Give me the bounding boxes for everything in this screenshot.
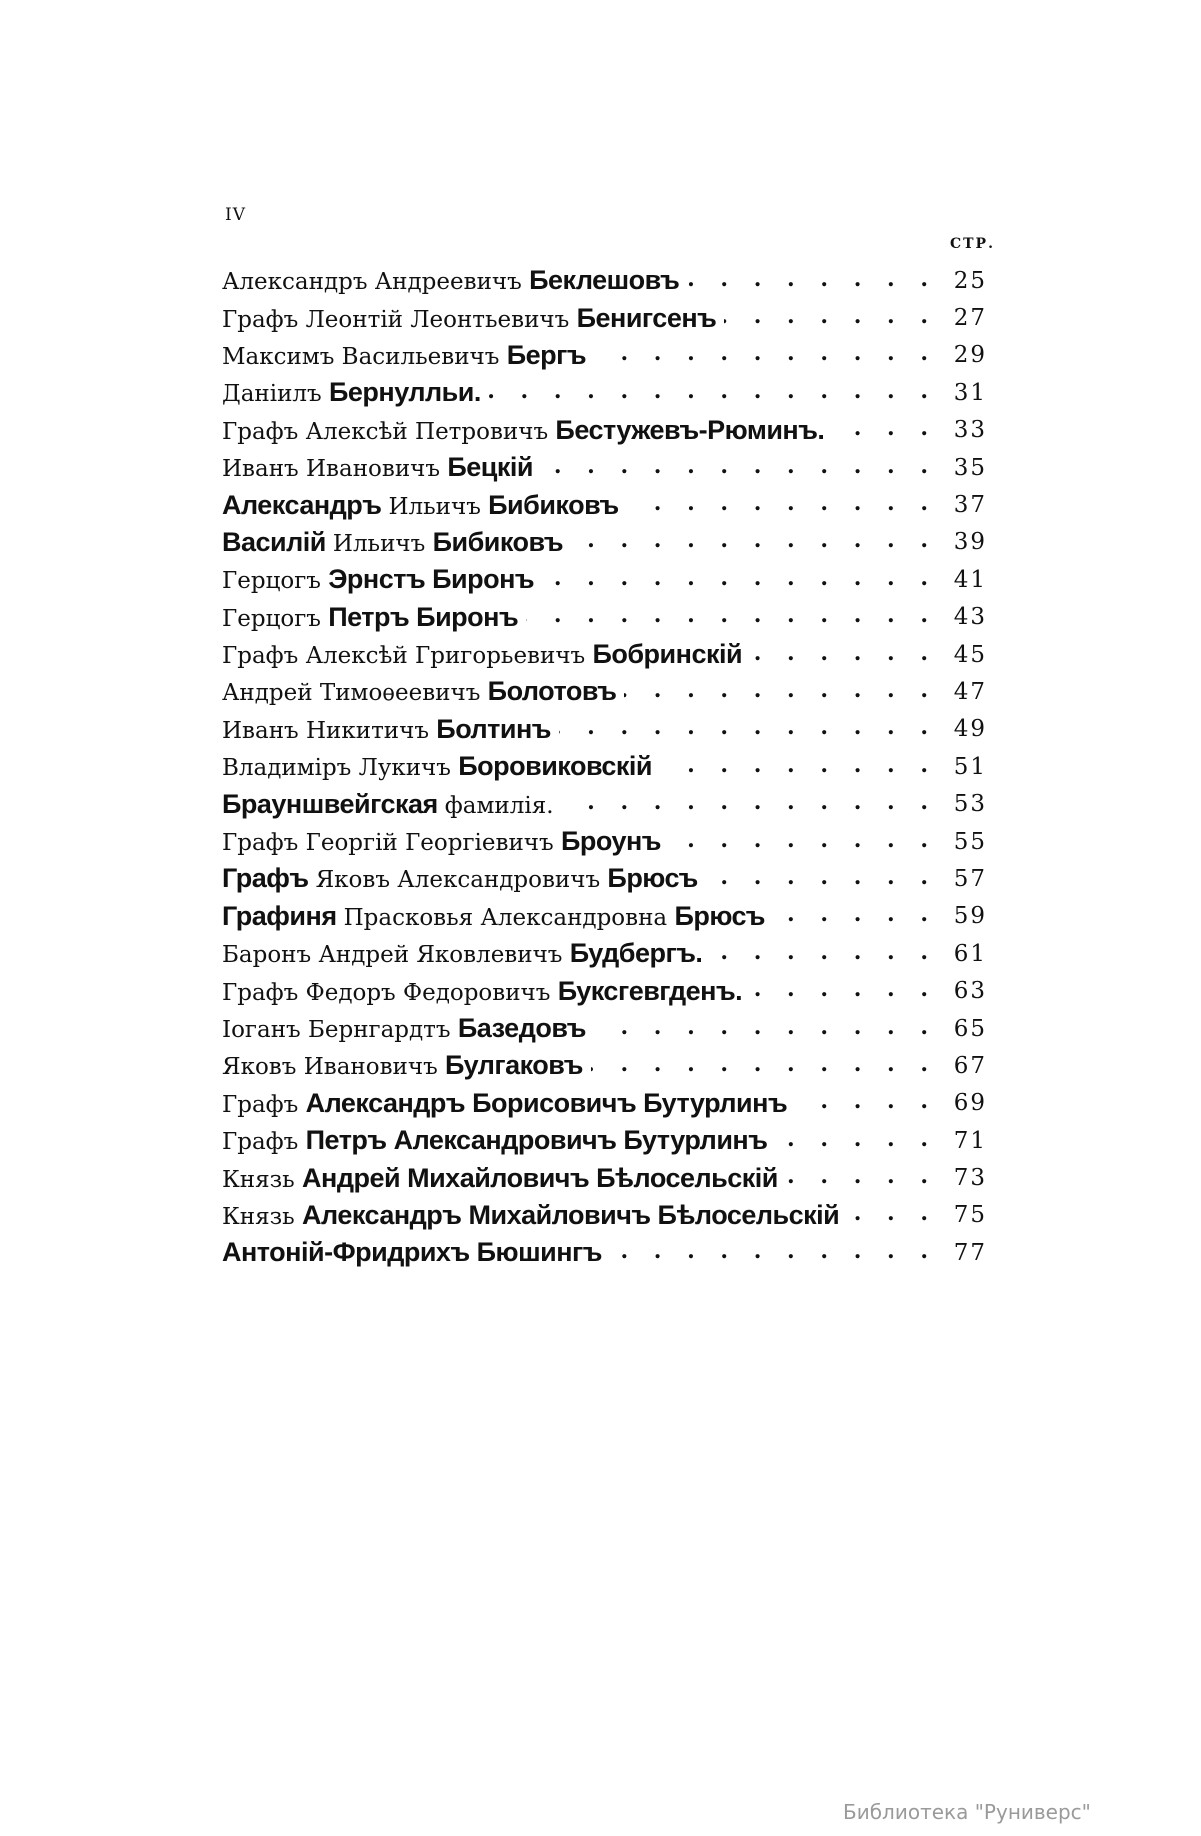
toc-entry-surname: Болотовъ bbox=[487, 676, 617, 707]
dot-leader bbox=[669, 827, 937, 857]
dot-leader bbox=[710, 939, 937, 969]
toc-entry-surname: Боровиковскій bbox=[458, 751, 653, 782]
toc-entry bbox=[222, 599, 987, 636]
toc-entry-surname: Эрнстъ Биронъ bbox=[328, 564, 535, 595]
toc-entry-page: 47 bbox=[953, 678, 987, 705]
dot-leader bbox=[773, 901, 937, 931]
toc-entry-surname: Графъ bbox=[222, 863, 316, 894]
toc-entry-surname: Графиня bbox=[222, 900, 344, 931]
toc-entry-surname: Бецкій bbox=[447, 452, 533, 483]
toc-entry-name-part: Максимъ Васильевичъ bbox=[222, 343, 507, 370]
dot-leader bbox=[795, 1088, 937, 1118]
toc-entry-page: 69 bbox=[953, 1090, 987, 1117]
toc-entry bbox=[222, 1159, 987, 1196]
toc-entry-surname: Бобринскій bbox=[592, 639, 743, 670]
toc-entry-page: 61 bbox=[953, 940, 987, 967]
toc-entry-surname: Брауншвейгская bbox=[222, 788, 445, 819]
toc-entry bbox=[222, 1047, 987, 1084]
toc-entry-name-part: Графъ Алексѣй Петровичъ bbox=[222, 418, 556, 445]
toc-entry-title bbox=[222, 639, 742, 670]
dot-leader bbox=[706, 864, 937, 894]
toc-entry-name-part: Ильичъ bbox=[388, 493, 489, 520]
toc-entry-page: 29 bbox=[953, 342, 987, 369]
toc-entry-name-part: Баронъ Андрей Яковлевичъ bbox=[222, 942, 570, 969]
dot-leader bbox=[526, 602, 937, 632]
toc-entry-page: 43 bbox=[953, 604, 987, 631]
toc-entry-name-part: Графъ Леонтій Леонтьевичъ bbox=[222, 306, 577, 333]
dot-leader bbox=[594, 340, 937, 370]
toc-entry bbox=[222, 898, 987, 935]
toc-entry-title bbox=[222, 976, 742, 1007]
toc-entry-title bbox=[222, 863, 698, 894]
toc-entry-title bbox=[222, 1237, 602, 1268]
toc-entry-name-part: Иванъ Ивановичъ bbox=[222, 456, 448, 483]
toc-entry-page: 39 bbox=[953, 529, 987, 556]
toc-entry-surname: Василій bbox=[222, 526, 333, 557]
toc-entry-name-part: Князь bbox=[222, 1203, 303, 1230]
toc-entry-name-part: Ильичъ bbox=[332, 530, 433, 557]
toc-entry-name-part: Графъ Федоръ Федоровичъ bbox=[222, 979, 558, 1006]
dot-leader bbox=[610, 1238, 937, 1268]
dot-leader bbox=[687, 266, 937, 296]
toc-entry-name-part: Графъ bbox=[222, 1129, 306, 1156]
toc-entry-title bbox=[222, 1088, 787, 1119]
toc-entry-page: 75 bbox=[953, 1202, 987, 1229]
toc-entry-name-part: Іоганъ Бернгардтъ bbox=[222, 1017, 458, 1043]
toc-entry-surname: Александръ Борисовичъ Бутурлинъ bbox=[305, 1087, 788, 1118]
toc-entry-page: 57 bbox=[953, 865, 987, 892]
toc-entry-surname: Болтинъ bbox=[436, 713, 551, 744]
toc-entry-title bbox=[222, 714, 551, 745]
toc-entry bbox=[222, 412, 987, 449]
toc-entry bbox=[222, 1197, 987, 1234]
toc-entry bbox=[222, 1085, 987, 1122]
dot-leader bbox=[786, 1163, 937, 1193]
toc-entry-page: 31 bbox=[953, 379, 987, 406]
toc-entry-page: 55 bbox=[953, 828, 987, 855]
toc-entry-title bbox=[222, 901, 765, 932]
toc-entry-surname: Александръ bbox=[222, 489, 389, 520]
toc-entry-surname: Брюсъ bbox=[674, 900, 765, 931]
toc-entry bbox=[222, 673, 987, 710]
toc-entry-surname: Броунъ bbox=[560, 826, 661, 857]
toc-entry-name-part: Яковъ Ивановичъ bbox=[222, 1054, 446, 1081]
dot-leader bbox=[489, 378, 937, 408]
toc-entry bbox=[222, 524, 987, 561]
toc-entry-name-part: Иванъ Никитичъ bbox=[222, 717, 437, 744]
toc-entry bbox=[222, 935, 987, 972]
toc-entry bbox=[222, 972, 987, 1009]
toc-entry bbox=[222, 1122, 987, 1159]
toc-entry-title bbox=[222, 1163, 778, 1194]
toc-entry-surname: Брюсъ bbox=[607, 863, 698, 894]
toc-entry-title bbox=[222, 415, 824, 446]
toc-entry-page: 53 bbox=[953, 791, 987, 818]
toc-entry-name-part: Яковъ Александровичъ bbox=[315, 867, 608, 894]
toc-entry-surname: Булгаковъ bbox=[445, 1050, 583, 1081]
toc-entry-name-part: Графъ Георгій Георгіевичъ bbox=[222, 830, 561, 857]
toc-entry-surname: Александръ Михайловичъ Бѣлосельскій bbox=[302, 1199, 840, 1230]
toc-entry-name-part: Прасковья Александровна bbox=[343, 904, 675, 931]
toc-entry-name-part: Герцогъ bbox=[222, 605, 329, 632]
toc-entry-name-part: Графъ bbox=[222, 1091, 306, 1118]
toc-entry bbox=[222, 1010, 987, 1047]
dot-leader bbox=[571, 527, 937, 557]
toc-entry-name-part: Владиміръ Лукичъ bbox=[222, 755, 459, 782]
toc-entry-page: 59 bbox=[953, 903, 987, 930]
toc-entry-title bbox=[222, 1013, 586, 1044]
toc-entry-surname: Бибиковъ bbox=[432, 526, 564, 557]
toc-entry-page: 71 bbox=[953, 1127, 987, 1154]
toc-entry-name-part: Андрей Тимоѳеевичъ bbox=[222, 680, 488, 707]
toc-entry-title bbox=[222, 751, 652, 782]
toc-entry-page: 67 bbox=[953, 1052, 987, 1079]
dot-leader bbox=[562, 789, 937, 819]
toc-entry-name-part: Герцогъ bbox=[222, 568, 329, 595]
library-watermark: Библиотека "Руниверс" bbox=[843, 1800, 1091, 1824]
toc-entry-title bbox=[222, 826, 661, 857]
toc-entry-page: 65 bbox=[953, 1015, 987, 1042]
toc-entry-title bbox=[222, 265, 679, 296]
toc-entry bbox=[222, 823, 987, 860]
dot-leader bbox=[624, 677, 937, 707]
toc-entry bbox=[222, 785, 987, 822]
toc-entry-surname: Бестужевъ-Рюминъ. bbox=[555, 414, 825, 445]
toc-entry-page: 49 bbox=[953, 716, 987, 743]
dot-leader bbox=[775, 1126, 937, 1156]
toc-entry-page: 63 bbox=[953, 978, 987, 1005]
toc-entry-title bbox=[222, 1050, 583, 1081]
toc-entry bbox=[222, 262, 987, 299]
dot-leader bbox=[724, 303, 937, 333]
toc-entry-page: 33 bbox=[953, 417, 987, 444]
toc-entry-surname: Бибиковъ bbox=[488, 489, 619, 520]
page-number: IV bbox=[225, 205, 246, 225]
toc-entry-page: 37 bbox=[953, 492, 987, 519]
toc-entry-name-part: фамилія. bbox=[444, 792, 554, 819]
toc-entry bbox=[222, 299, 987, 336]
toc-entry-page: 51 bbox=[953, 753, 987, 780]
toc-entry-title bbox=[222, 789, 554, 820]
toc-entry-title bbox=[222, 377, 481, 408]
toc-entry-title bbox=[222, 527, 563, 558]
page-column-label: СТР. bbox=[950, 236, 995, 252]
dot-leader bbox=[750, 640, 937, 670]
toc-entry-title bbox=[222, 1200, 839, 1231]
toc-entry-name-part: Александръ Андреевичъ bbox=[222, 269, 530, 296]
toc-entry-title bbox=[222, 938, 702, 969]
toc-entry-surname: Антоній-Фридрихъ bbox=[222, 1237, 477, 1268]
toc-entry-title bbox=[222, 340, 586, 371]
dot-leader bbox=[847, 1200, 937, 1230]
toc-entry-surname: Бернулльи. bbox=[328, 377, 481, 408]
toc-entry-surname: Петръ Биронъ bbox=[328, 601, 519, 632]
toc-entry-page: 73 bbox=[953, 1165, 987, 1192]
toc-entry-page: 35 bbox=[953, 454, 987, 481]
dot-leader bbox=[591, 1051, 937, 1081]
toc-entry-surname: Бюшингъ bbox=[476, 1237, 602, 1268]
toc-entry-title bbox=[222, 452, 533, 483]
dot-leader bbox=[541, 453, 937, 483]
toc-entry-surname: Андрей Михайловичъ Бѣлосельскій bbox=[302, 1162, 778, 1193]
dot-leader bbox=[627, 490, 937, 520]
dot-leader bbox=[559, 714, 937, 744]
toc-entry-title bbox=[222, 490, 619, 521]
toc-entry-title bbox=[222, 303, 716, 334]
toc-entry-page: 45 bbox=[953, 641, 987, 668]
toc-entry-title bbox=[222, 602, 518, 633]
toc-entry bbox=[222, 711, 987, 748]
toc-entry-surname: Петръ Александровичъ Бутурлинъ bbox=[305, 1125, 768, 1156]
toc-entry bbox=[222, 1234, 987, 1271]
toc-entry bbox=[222, 337, 987, 374]
toc-entry-title bbox=[222, 676, 616, 707]
table-of-contents bbox=[222, 262, 987, 1272]
toc-entry-surname: Беклешовъ bbox=[529, 265, 680, 296]
toc-entry bbox=[222, 748, 987, 785]
toc-entry-name-part: Даніилъ bbox=[222, 381, 329, 408]
dot-leader bbox=[594, 1014, 937, 1044]
toc-entry-page: 41 bbox=[953, 566, 987, 593]
toc-entry-surname: Будбергъ. bbox=[569, 938, 703, 969]
toc-entry bbox=[222, 561, 987, 598]
toc-entry-name-part: Графъ Алексѣй Григорьевичъ bbox=[222, 643, 593, 670]
toc-entry-page: 25 bbox=[953, 267, 987, 294]
toc-entry bbox=[222, 449, 987, 486]
toc-entry-name-part: Князь bbox=[222, 1166, 303, 1193]
toc-entry-title bbox=[222, 564, 534, 595]
dot-leader bbox=[832, 415, 937, 445]
toc-entry bbox=[222, 860, 987, 897]
dot-leader bbox=[660, 752, 937, 782]
toc-entry-page: 27 bbox=[953, 305, 987, 332]
dot-leader bbox=[750, 976, 937, 1006]
toc-entry-surname: Бергъ bbox=[506, 339, 587, 370]
toc-entry bbox=[222, 374, 987, 411]
dot-leader bbox=[542, 565, 937, 595]
toc-entry-surname: Буксгевгденъ. bbox=[557, 975, 743, 1006]
toc-entry bbox=[222, 636, 987, 673]
toc-entry bbox=[222, 486, 987, 523]
toc-entry-surname: Бенигсенъ bbox=[576, 302, 717, 333]
toc-entry-title bbox=[222, 1125, 767, 1156]
toc-entry-page: 77 bbox=[953, 1239, 987, 1266]
toc-entry-surname: Базедовъ bbox=[457, 1013, 586, 1043]
